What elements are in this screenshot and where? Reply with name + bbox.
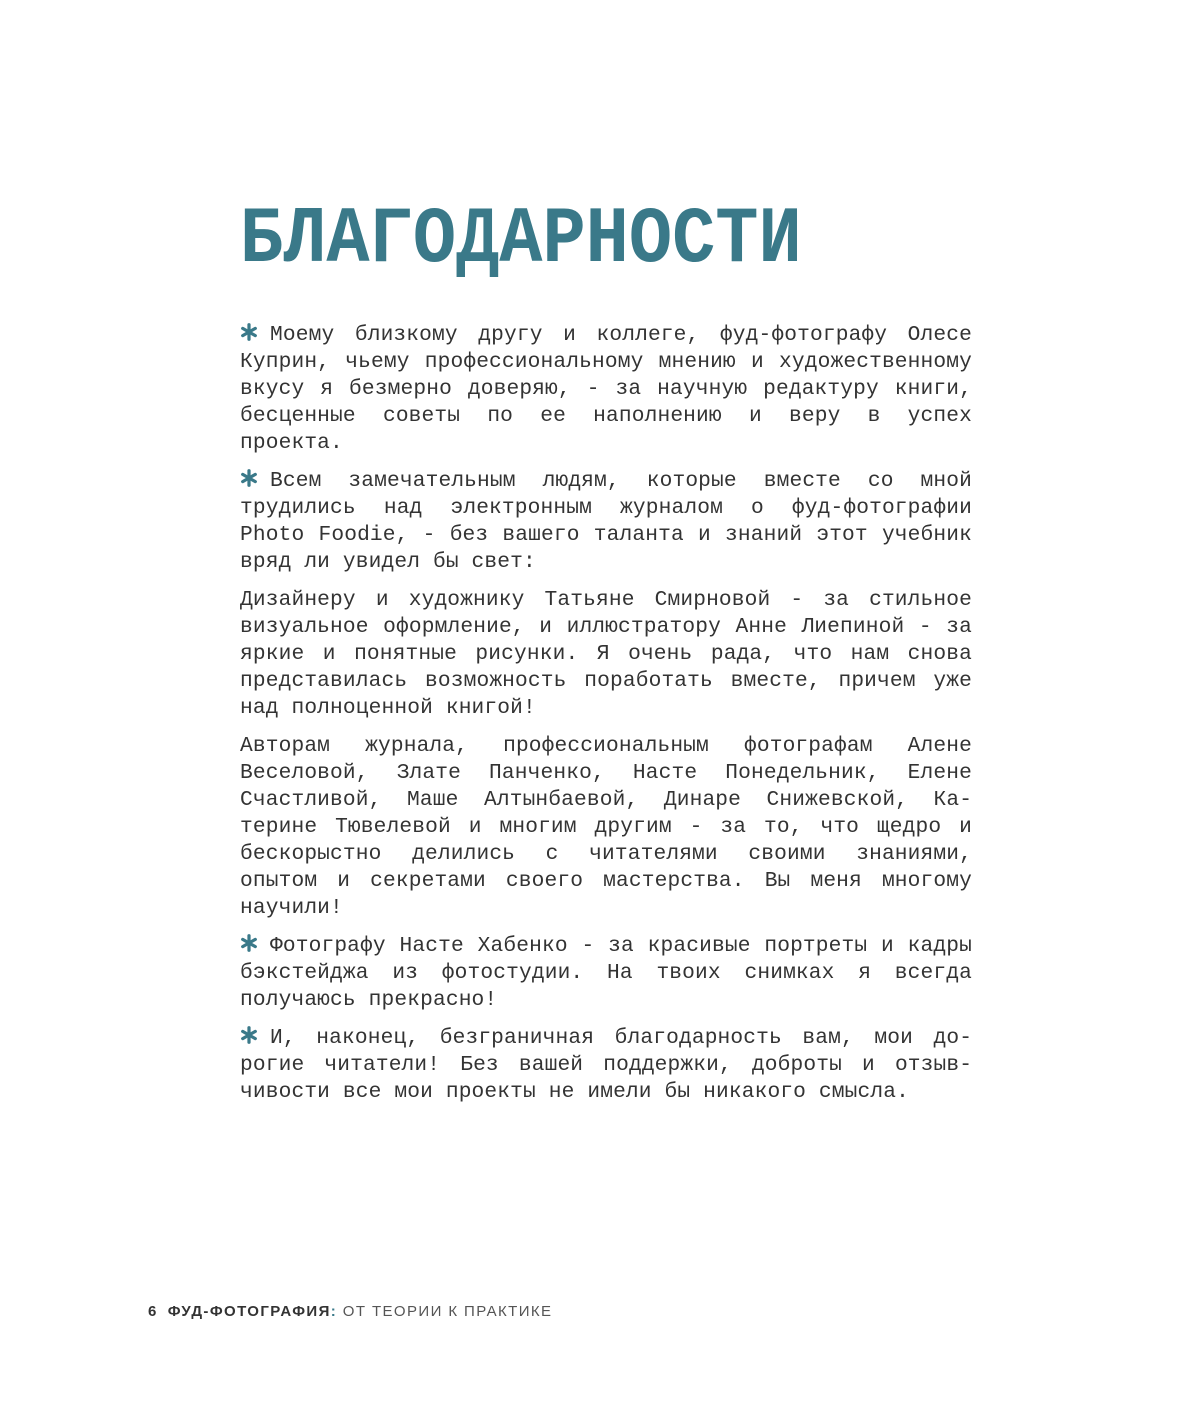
paragraph-authors: Авторам журнала, профессиональным фотографам Алене Веселовой, Злате Панченко, Насте Понедельник, Елене Счастливой, Маше Алтынбаевой, Динаре Снижевской, Катерине Тювелевой и многим другим - за то, что щедро и бескорыстно делились с читателями своими знаниями, опытом и секретами своего мастерства. Вы меня многому научили! bbox=[240, 734, 972, 920]
title-separator: : bbox=[330, 1303, 338, 1320]
book-title: ФУД-ФОТОГРАФИЯ bbox=[167, 1303, 331, 1320]
book-subtitle: ОТ ТЕОРИИ К ПРАКТИКЕ bbox=[337, 1303, 553, 1320]
asterisk-icon bbox=[240, 1026, 258, 1044]
paragraph-kuprin: Моему близкому другу и коллеге, фуд-фотографу Олесе Куприн, чьему профессиональному мнению и художественному вкусу я безмерно доверяю, - за научную редактуру книги, бесценные советы по ее наполнению и веру в успех проекта. bbox=[240, 323, 972, 455]
paragraph-photo-foodie: Всем замечательным людям, которые вместе со мной трудились над электронным журналом о фуд-фотографии Photo Foodie, - без вашего таланта и знаний этот учебник вряд ли увидел бы свет: bbox=[240, 469, 972, 574]
page-title: БЛАГОДАРНОСТИ bbox=[240, 195, 802, 286]
paragraph-habenko: Фотографу Насте Хабенко - за красивые портреты и кадры бэкстейджа из фотостудии. На твоих снимках я всегда получаюсь прекрасно! bbox=[240, 934, 972, 1012]
page-number: 6 bbox=[148, 1303, 158, 1320]
acknowledgements-body bbox=[240, 322, 972, 1117]
asterisk-icon bbox=[240, 469, 258, 487]
paragraph-designers: Дизайнеру и художнику Татьяне Смирновой - за стильное визуальное оформление, и иллюстратору Анне Лиепиной - за яркие и понятные рисунки. Я очень рада, что нам снова представилась возможность поработать вместе, причем уже над полноценной книгой! bbox=[240, 588, 972, 720]
paragraph-readers: И, наконец, безграничная благодарность вам, мои дорогие читатели! Без вашей поддержки, доброты и отзывчивости все мои проекты не имели бы никакого смысла. bbox=[240, 1026, 972, 1104]
asterisk-icon bbox=[240, 934, 258, 952]
asterisk-icon bbox=[240, 323, 258, 341]
page-footer bbox=[148, 1302, 552, 1322]
